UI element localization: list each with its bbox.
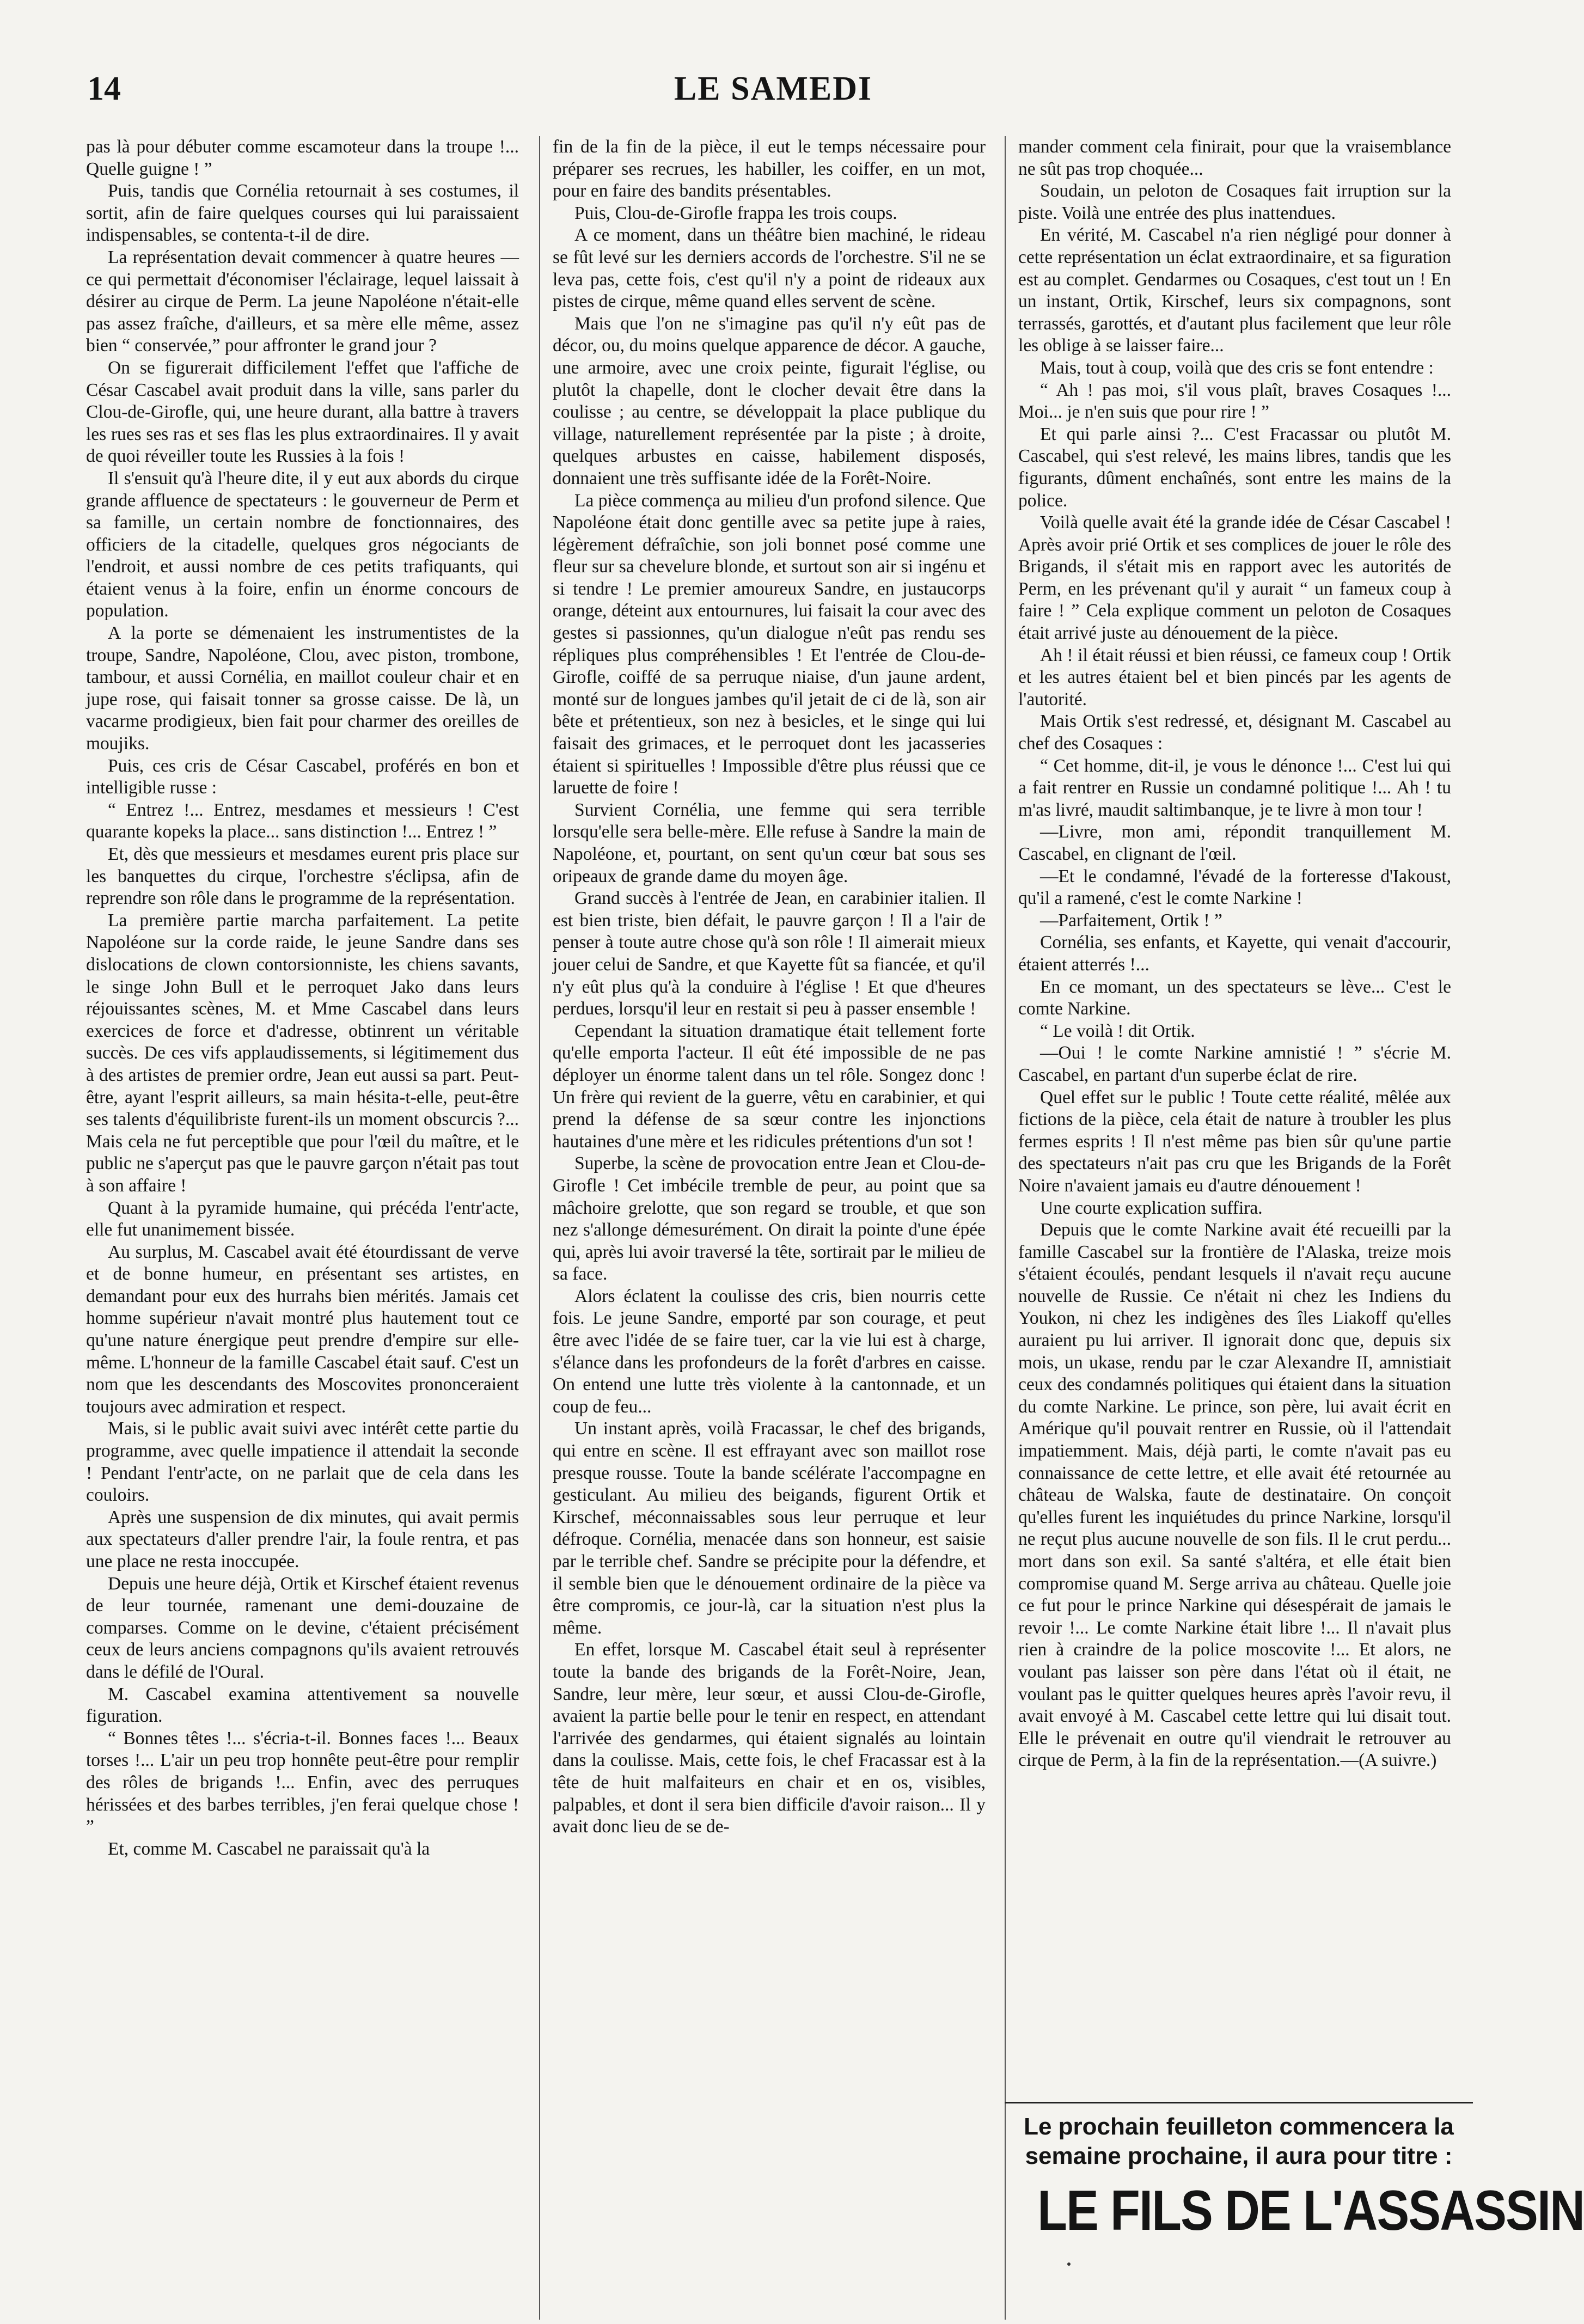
paragraph: Cornélia, ses enfants, et Kayette, qui venait d'accourir, étaient atterrés !... [1018,932,1451,975]
page-header [87,64,1459,113]
paragraph: Depuis que le comte Narkine avait été recueilli par la famille Cascabel sur la frontière de l'Alaska, treize mois s'étaient écoulés, pendant lesquels il n'avait reçu aucune nouvelle de Russie. Ce n'était ni chez les Indiens du Youkon, ni chez les indigènes des îles Liakoff qu'elles auraient pu lui arriver. Il ignorait donc que, depuis six mois, un ukase, rendu par le czar Alexandre II, amnistiait ceux des condamnés politiques qui étaient dans la situation du comte Narkine. Le prince, son père, lui avait écrit en Amérique qu'il pouvait rentrer en Russie, où il l'attendait impatiemment. Mais, déjà parti, le comte n'avait pas eu connaissance de cette lettre, et elle avait été retournée au château de Walska, faute de destinataire. On conçoit qu'elles furent les inquiétudes du prince Narkine, lorsqu'il ne reçut plus aucune nouvelle de son fils. Il le crut perdu... mort dans son exil. Sa santé s'altéra, et elle était bien compromise quand M. Serge arriva au château. Quelle joie ce fut pour le prince Narkine qui désespérait de jamais le revoir !... Le comte Narkine était libre !... Il n'avait plus rien à craindre de la police moscovite !... Et alors, ne voulant pas laisser son père dans l'état où il était, ne voulant pas le quitter quelques heures après l'avoir revu, il avait envoyé à M. Cascabel cette lettre qui lui disait tout. Elle le prévenait en outre qu'il viendrait le retrouver au cirque de Perm, à la fin de la représentation.—(A suivre.) [1018,1220,1451,1771]
paragraph: A la porte se démenaient les instrumentistes de la troupe, Sandre, Napoléone, Clou, avec piston, trombone, tambour, et aussi Cornélia, en maillot couleur chair et en jupe rose, qui faisait tonner sa grosse caisse. De là, un vacarme prodigieux, bien fait pour charmer des oreilles de moujiks. [86,623,519,754]
article-column-3 [1018,136,1451,2075]
print-speck [1067,2262,1071,2266]
paragraph: Il s'ensuit qu'à l'heure dite, il y eut aux abords du cirque grande affluence de spectateurs : le gouverneur de Perm et sa famille, un certain nombre de fonctionnaires, des officiers de la citadelle, quelques gros négociants de l'endroit, et aussi nombre de ces petits trafiquants, qui étaient venus à la foire, enfin un énorme concours de population. [86,468,519,621]
paragraph: Mais, si le public avait suivi avec intérêt cette partie du programme, avec quelle impatience il attendait la seconde ! Pendant l'entr'acte, on ne parlait que de cela dans les couloirs. [86,1418,519,1506]
paragraph: Puis, Clou-de-Girofle frappa les trois coups. [574,203,897,223]
paragraph: Un instant après, voilà Fracassar, le chef des brigands, qui entre en scène. Il est effrayant avec son maillot rose presque rousse. Toute la bande scélérate l'accompagne en gesticulant. Au milieu des beigands, figurent Ortik et Kirschef, méconnaissables sous leur perruque et leur défroque. Cornélia, menacée dans son honneur, est saisie par le terrible chef. Sandre se précipite pour la défendre, et il semble bien que le dénouement ordinaire de la pièce va être compromis, ce jour-là, car la situation n'est plus la même. [553,1418,986,1638]
announcement-text: Le prochain feuilleton commencera la semaine prochaine, il aura pour titre : [1024,2113,1454,2169]
paragraph: Une courte explication suffira. [1040,1197,1263,1218]
paragraph: “ Bonnes têtes !... s'écria-t-il. Bonnes faces !... Beaux torses !... L'air un peu trop honnête peut-être pour remplir des rôles de brigands !... Enfin, avec des perruques hérissées et des barbes terribles, j'en ferai quelque chose ! ” [86,1728,519,1837]
paragraph: Alors éclatent la coulisse des cris, bien nourris cette fois. Le jeune Sandre, emporté par son courage, et peut être avec l'idée de se faire tuer, car la vie lui est à charge, s'élance dans les profondeurs de la forêt d'arbres en caisse. On entend une lutte très violente à la cantonnade, et un coup de feu... [553,1286,986,1417]
paragraph: Après une suspension de dix minutes, qui avait permis aux spectateurs d'aller prendre l'air, la foule rentra, et pas une place ne resta inoccupée. [86,1507,519,1571]
paragraph: Puis, ces cris de César Cascabel, proférés en bon et intelligible russe : [86,755,519,798]
paragraph: Survient Cornélia, une femme qui sera terrible lorsqu'elle sera belle-mère. Elle refuse à Sandre la main de Napoléone, et, pourtant, on sent qu'un cœur bat sous ses oripeaux de grande dame du moyen âge. [553,799,986,886]
paragraph: En ce momant, un des spectateurs se lève... C'est le comte Narkine. [1018,976,1451,1019]
paragraph: Depuis une heure déjà, Ortik et Kirschef étaient revenus de leur tournée, ramenant une demi-douzaine de comparses. Comme on le devine, c'étaient précisément ceux de leurs anciens compagnons qu'ils avaient retrouvés dans le défilé de l'Oural. [86,1573,519,1682]
article-column-2 [553,136,986,2243]
paragraph: Mais, tout à coup, voilà que des cris se font entendre : [1040,357,1434,378]
paragraph: —Parfaitement, Ortik ! ” [1040,910,1222,931]
column-divider [539,136,540,2320]
paragraph: “ Le voilà ! dit Ortik. [1040,1020,1195,1041]
article-column-1 [86,136,519,2243]
paragraph: Soudain, un peloton de Cosaques fait irruption sur la piste. Voilà une entrée des plus inattendues. [1018,181,1451,223]
paragraph: —Livre, mon ami, répondit tranquillement M. Cascabel, en clignant de l'œil. [1018,822,1451,864]
paragraph: Puis, tandis que Cornélia retournait à ses costumes, il sortit, afin de faire quelques courses qui lui paraissaient indispensables, se contenta-t-il de dire. [86,181,519,246]
next-serial-announcement [1005,2102,1584,2242]
paragraph: —Oui ! le comte Narkine amnistié ! ” s'écrie M. Cascabel, en partant d'un superbe éclat de rire. [1018,1043,1451,1085]
paragraph: Et, dès que messieurs et mesdames eurent pris place sur les banquettes du cirque, l'orchestre s'éclipsa, afin de reprendre son rôle dans le programme de la représentation. [86,844,519,909]
paragraph: Mais que l'on ne s'imagine pas qu'il n'y eût pas de décor, ou, du moins quelque apparence de décor. A gauche, une armoire, avec une croix peinte, figurait l'église, ou plutôt la chapelle, dont le clocher devait être dans la coulisse ; au centre, se développait la place publique du village, naturellement représentée par la piste ; à droite, quelques arbustes en caisse, habilement disposés, donnaient une très suffisante idée de la Forêt-Noire. [553,313,986,488]
paragraph: En vérité, M. Cascabel n'a rien négligé pour donner à cette représentation un éclat extraordinaire, et sa figuration est au complet. Gendarmes ou Cosaques, c'est tout un ! En un instant, Ortik, Kirschef, leurs six compagnons, sont terrassés, garottés, et d'autant plus facilement que leur rôle les oblige à se laisser faire... [1018,225,1451,356]
paragraph: La représentation devait commencer à quatre heures — ce qui permettait d'économiser l'éclairage, lequel laissait à désirer au cirque de Perm. La jeune Napoléone n'était-elle pas assez fraîche, d'ailleurs, et sa mère elle même, assez bien “ conservée,” pour affronter le grand jour ? [86,247,519,356]
paragraph: Quel effet sur le public ! Toute cette réalité, mêlée aux fictions de la pièce, cela était de nature à troubler les plus fermes esprits ! Il n'est même pas bien sûr qu'une partie des spectateurs n'ait pas cru que les Brigands de la Forêt Noire n'avaient jamais eu d'autre dénouement ! [1018,1087,1451,1196]
journal-title: LE SAMEDI [674,70,873,107]
paragraph: “ Ah ! pas moi, s'il vous plaît, braves Cosaques !... Moi... je n'en suis que pour rire ! ” [1018,380,1451,423]
paragraph: M. Cascabel examina attentivement sa nouvelle figuration. [86,1684,519,1727]
paragraph: Au surplus, M. Cascabel avait été étourdissant de verve et de bonne humeur, en présentant ses artistes, en demandant pour eux des hurrahs bien mérités. Jamais cet homme supérieur n'avait montré plus hautement tout ce qu'une nature énergique peut prendre d'empire sur elle-même. L'honneur de la famille Cascabel était sauf. C'est un nom que les descendants des Moscovites prononceraient toujours avec admiration et respect. [86,1241,519,1417]
paragraph: Grand succès à l'entrée de Jean, en carabinier italien. Il est bien triste, bien défait, le pauvre garçon ! Il a l'air de penser à toute autre chose qu'à son rôle ! Il aimerait mieux jouer celui de Sandre, et que Kayette fût sa fiancée, et qu'il n'y eût plus qu'à la conduire à l'église ! Et que d'heures perdues, lorsqu'il leur en restait si peu à passer ensemble ! [553,888,986,1019]
announcement-title: LE FILS DE L'ASSASSIN [1037,2179,1584,2242]
paragraph: A ce moment, dans un théâtre bien machiné, le rideau se fût levé sur les derniers accords de l'orchestre. S'il ne se leva pas, cette fois, c'est qu'il n'y a point de rideaux aux pistes de cirque, même quand elles servent de scène. [553,225,986,312]
paragraph: “ Entrez !... Entrez, mesdames et messieurs ! C'est quarante kopeks la place... sans distinction !... Entrez ! ” [86,799,519,842]
paragraph: La première partie marcha parfaitement. La petite Napoléone sur la corde raide, le jeune Sandre dans ses dislocations de clown contorsionniste, les chiens savants, le singe John Bull et le perroquet Jako dans leurs réjouissantes scènes, M. et Mme Cascabel dans leurs exercices de force et d'adresse, obtinrent un véritable succès. De ces vifs applaudissements, si légitimement dus à des artistes de premier ordre, Jean eut aussi sa part. Peut-être, ayant l'esprit ailleurs, sa main hésita-t-elle, peut-être ses talents d'équilibriste furent-ils un moment obscurcis ?... Mais cela ne fut perceptible que pour l'œil du maître, et le public ne s'aperçut pas que le pauvre garçon n'était pas tout à son affaire ! [86,910,519,1196]
paragraph: Superbe, la scène de provocation entre Jean et Clou-de-Girofle ! Cet imbécile tremble de peur, au point que sa mâchoire grelotte, que son regard se trouble, et que son nez s'allonge démesurément. On dirait la pointe d'une épée qui, après lui avoir traversé la tête, sortirait par le milieu de sa face. [553,1153,986,1285]
paragraph: On se figurerait difficilement l'effet que l'affiche de César Cascabel avait produit dans la ville, sans parler du Clou-de-Girofle, qui, une heure durant, alla battre à travers les rues ses ras et ses flas les plus extraordinaires. Il y avait de quoi réveiller toute les Russies à la fois ! [86,357,519,467]
paragraph: “ Cet homme, dit-il, je vous le dénonce !... C'est lui qui a fait rentrer en Russie un condamné politique !... Ah ! tu m'as livré, maudit saltimbanque, je te livre à mon tour ! [1018,755,1451,820]
page-number: 14 [87,70,121,107]
paragraph: Quant à la pyramide humaine, qui précéda l'entr'acte, elle fut unanimement bissée. [86,1197,519,1240]
paragraph: Voilà quelle avait été la grande idée de César Cascabel ! Après avoir prié Ortik et ses complices de jouer le rôle des Brigands, il s'était mis en rapport avec les autorités de Perm, en les prévenant qu'il y aurait “ un fameux coup à faire ! ” Cela explique comment un peloton de Cosaques était arrivé juste au dénouement de la pièce. [1018,512,1451,644]
paragraph: Mais Ortik s'est redressé, et, désignant M. Cascabel au chef des Cosaques : [1018,711,1451,754]
paragraph: mander comment cela finirait, pour que la vraisemblance ne sût pas trop choquée... [1018,137,1451,179]
paragraph: En effet, lorsque M. Cascabel était seul à représenter toute la bande des brigands de la Forêt-Noire, Jean, Sandre, leur mère, leur sœur, et aussi Clou-de-Girofle, avaient la partie belle pour le tenir en respect, en attendant l'arrivée des gendarmes, qui étaient signalés au lointain dans la coulisse. Mais, cette fois, le chef Fracassar est à la tête de huit malfaiteurs en chair et en os, visibles, palpables, et dont il sera bien difficile d'avoir raison... Il y avait donc lieu de se de- [553,1640,986,1837]
paragraph: Et, comme M. Cascabel ne paraissait qu'à la [108,1838,430,1859]
column-divider [1005,136,1006,2320]
paragraph: pas là pour débuter comme escamoteur dans la troupe !... Quelle guigne ! ” [86,137,519,179]
paragraph: —Et le condamné, l'évadé de la forteresse d'Iakoust, qu'il a ramené, c'est le comte Narkine ! [1018,866,1451,909]
paragraph: Cependant la situation dramatique était tellement forte qu'elle emporta l'acteur. Il eût été impossible de ne pas déployer un énorme talent dans un tel rôle. Songez donc ! Un frère qui revient de la guerre, vêtu en carabinier, et qui prend la défense de sa sœur contre les injonctions hautaines d'une mère et les ridicules prétentions d'un sot ! [553,1020,986,1152]
paragraph: fin de la fin de la pièce, il eut le temps nécessaire pour préparer ses recrues, les habiller, les coiffer, en un mot, pour en faire des bandits présentables. [553,137,986,201]
paragraph: Et qui parle ainsi ?... C'est Fracassar ou plutôt M. Cascabel, qui s'est relevé, les mains libres, tandis que les figurants, dûment enchaînés, sont entre les mains de la police. [1018,424,1451,511]
paragraph: La pièce commença au milieu d'un profond silence. Que Napoléone était donc gentille avec sa petite jupe à raies, légèrement défraîchie, son joli bonnet posé comme une fleur sur sa chevelure blonde, et surtout son air si ingénu et si tendre ! Le premier amoureux Sandre, en justaucorps orange, déteint aux entournures, lui faisait la cour avec des gestes si passionnes, qu'un dialogue n'eût pas rendu ses répliques plus compréhensibles ! Et l'entrée de Clou-de-Girofle, coiffé de sa perruque niaise, d'un jaune ardent, monté sur de longues jambes qu'il jetait de ci de là, son air bête et prétentieux, son nez à besicles, et le singe qui lui faisait des grimaces, et le perroquet dont les jacasseries étaient si spirituelles ! Impossible d'être plus réussi que ce laruette de foire ! [553,490,986,798]
paragraph: Ah ! il était réussi et bien réussi, ce fameux coup ! Ortik et les autres étaient bel et bien pincés par les agents de l'autorité. [1018,645,1451,710]
